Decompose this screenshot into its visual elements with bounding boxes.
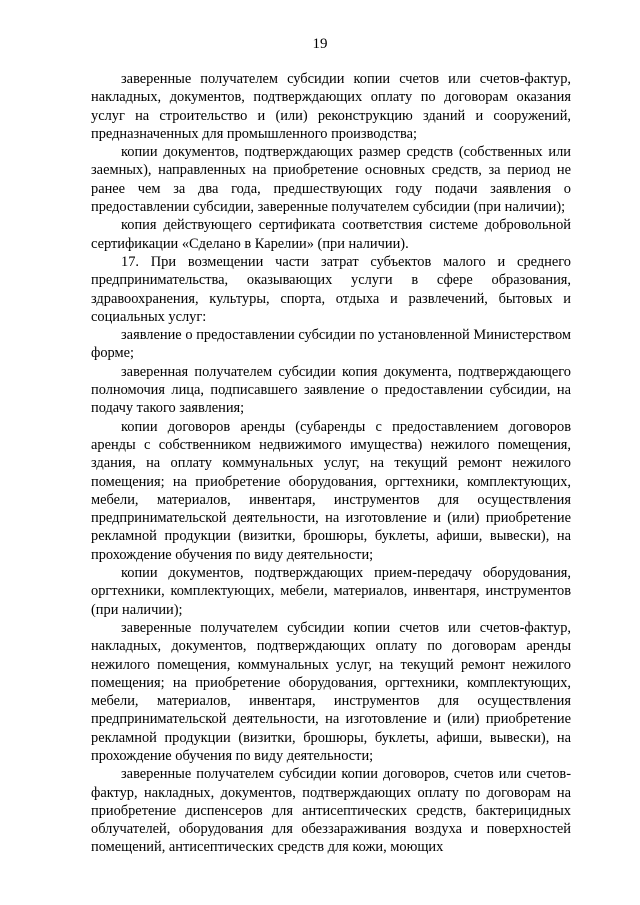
paragraph-lease-contracts: копии договоров аренды (субаренды с предоставлением договоров аренды с собственником недвижимого имущества) нежилого помещения, здания, на оплату коммунальных услуг, на текущий ремонт нежилого помещения; на приобретение оборудования, оргтехники, комплектующих, мебели, материалов, инвентаря, инструментов для осуществления предпринимательской деятельности, на изготовление и (или) приобретение рекламной продукции (визитки, брошюры, буклеты, афиши, вывески), на прохождение обучения по виду деятельности; bbox=[91, 418, 571, 563]
paragraph-authority-document: заверенная получателем субсидии копия документа, подтверждающего полномочия лица, подписавшего заявление о предоставлении субсидии, на подачу такого заявления; bbox=[91, 363, 571, 417]
paragraph-fixed-assets-funds: копии документов, подтверждающих размер средств (собственных или заемных), направленных на приобретение основных средств, за период не ранее чем за два года, предшествующих году подачи заявления о предоставлении субсидии, заверенные получателем субсидии (при наличии); bbox=[91, 144, 571, 216]
paragraph-clause-17: 17. При возмещении части затрат субъектов малого и среднего предпринимательства, оказывающих услуги в сфере образования, здравоохранения, культуры, спорта, отдыха и развлечений, бытовых и социальных услуг: bbox=[91, 253, 571, 325]
paragraph-application: заявление о предоставлении субсидии по установленной Министерством форме; bbox=[91, 327, 571, 362]
paragraph-invoices-construction: заверенные получателем субсидии копии счетов или счетов-фактур, накладных, документов, подтверждающих оплату по договорам оказания услуг на строительство и (или) реконструкцию зданий и сооружений, предназначенных для промышленного производства; bbox=[91, 71, 571, 142]
paragraph-acceptance-transfer: копии документов, подтверждающих прием-передачу оборудования, оргтехники, комплектующих, мебели, материалов, инвентаря, инструментов (при наличии); bbox=[91, 565, 571, 618]
page-number: 19 bbox=[312, 36, 328, 52]
paragraph-certificate-made-in-karelia: копия действующего сертификата соответствия системе добровольной сертификации «Сделано в Карелии» (при наличии). bbox=[91, 217, 571, 252]
paragraph-invoices-lease: заверенные получателем субсидии копии счетов или счетов-фактур, накладных, документов, подтверждающих оплату по договорам аренды нежилого помещения, коммунальных услуг, на текущий ремонт нежилого помещения; на приобретение оборудования, оргтехники, комплектующих, мебели, материалов, инвентаря, инструментов для осуществления предпринимательской деятельности, на изготовление и (или) приобретение рекламной продукции (визитки, брошюры, буклеты, афиши, вывески), на прохождение обучения по виду деятельности; bbox=[91, 619, 571, 764]
document-body bbox=[91, 70, 571, 857]
paragraph-invoices-disinfection: заверенные получателем субсидии копии договоров, счетов или счетов-фактур, накладных, документов, подтверждающих оплату по договорам на приобретение диспенсеров для антисептических средств, бактерицидных облучателей, оборудования для обеззараживания воздуха и поверхностей помещений, антисептических средств для кожи, моющих bbox=[91, 766, 571, 856]
